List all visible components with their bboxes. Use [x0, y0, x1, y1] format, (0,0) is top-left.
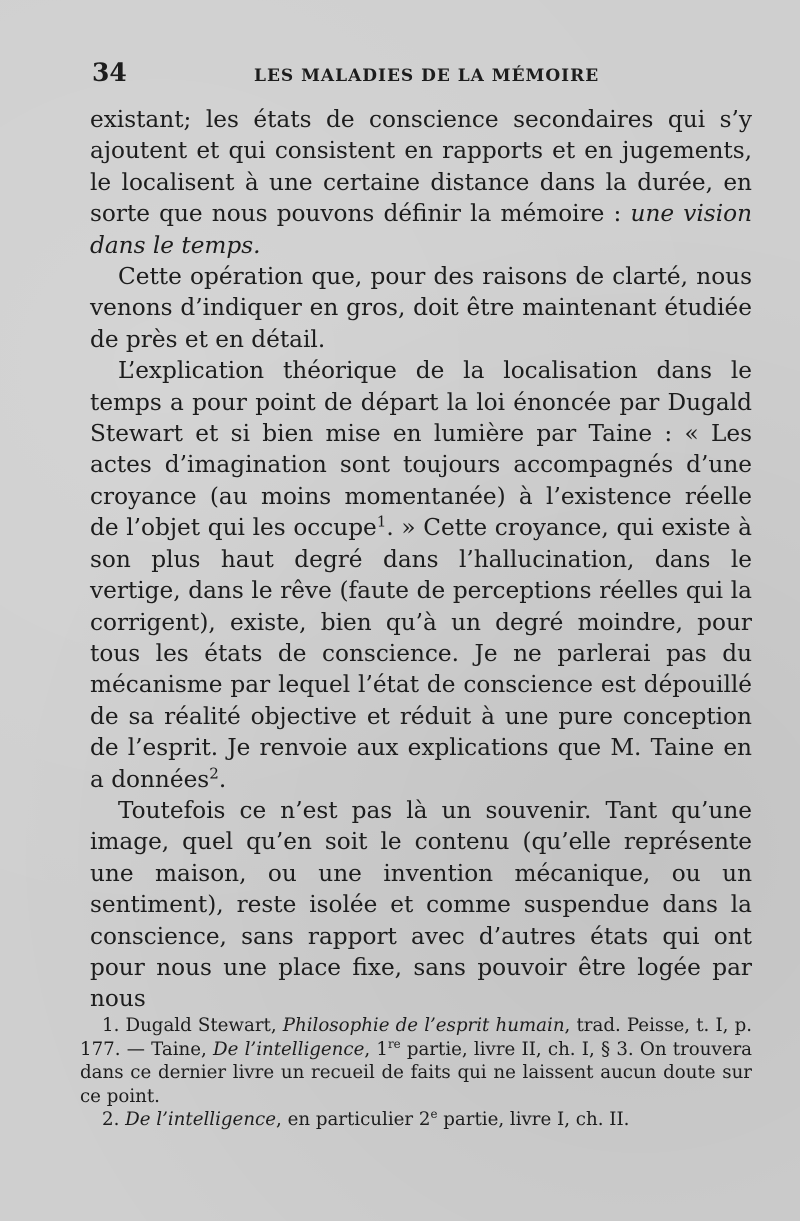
main-text	[90, 104, 752, 1015]
page-number: 34	[92, 58, 127, 87]
paragraph-3-text-c: .	[218, 765, 227, 793]
footnote-2-mark: 2.	[102, 1109, 120, 1131]
paragraph-2-text: Cette opération que, pour des raisons de clarté, nous venons d’indiquer en gros, doit être maintenant étudiée de près et en détail.	[90, 263, 752, 353]
footnote-2-title: De l’intelligence	[119, 1109, 276, 1131]
footnote-1-mark: 1.	[102, 1015, 120, 1036]
footnote-1-text-d: partie, livre II, ch. I, § 3. On trouvera dans ce dernier livre un recueil de faits qui ne laissent aucun doute sur ce point.	[80, 1038, 753, 1107]
footnote-2	[80, 1108, 752, 1132]
paragraph-1-italic: une vision dans le temps.	[90, 200, 753, 259]
footnote-1-text-b: , trad. Peisse, t. I, p. 177. — Taine,	[80, 1015, 752, 1060]
footnote-2-text-b: partie, livre I, ch. II.	[437, 1109, 630, 1131]
footnote-1-sup: re	[387, 1036, 401, 1051]
footnote-1-title-a: Philosophie de l’esprit humain	[282, 1015, 565, 1036]
footnote-2-text-a: , en particulier 2	[276, 1109, 431, 1131]
page-header	[92, 58, 752, 92]
footnote-2-sup: e	[430, 1107, 438, 1122]
paragraph-1	[90, 104, 752, 261]
footnote-1-title-b: De l’intelligence	[213, 1038, 365, 1060]
footnote-ref-1: 1	[376, 512, 387, 531]
footnote-ref-2: 2	[209, 763, 219, 782]
paragraph-2	[90, 261, 752, 355]
footnote-1	[80, 1014, 752, 1108]
running-title: LES MALADIES DE LA MÉMOIRE	[254, 66, 600, 86]
paragraph-3-text-b: . » Cette croyance, qui existe à son plus haut degré dans l’hallucination, dans le vertige, dans le rêve (faute de perceptions réelles qui la corrigent), existe, bien qu’à un degré moindre, pour tous les états de conscience. Je ne parlerai pas du mécanisme par lequel l’état de conscience est dépouillé de sa réalité objective et réduit à une pure conception de l’esprit. Je renvoie aux explications que M. Taine en a données	[90, 514, 752, 793]
footnotes	[80, 1014, 752, 1132]
paragraph-4	[90, 795, 752, 1015]
footnote-1-text-c: , 1	[364, 1038, 388, 1060]
footnote-1-text-a: Dugald Stewart,	[119, 1015, 283, 1036]
paragraph-3	[90, 355, 752, 795]
paragraph-1-text: existant; les états de conscience secondaires qui s’y ajoutent et qui consistent en rapports et en jugements, le localisent à une certaine distance dans la durée, en sorte que nous pouvons définir la mémoire :	[90, 106, 752, 228]
paragraph-4-text: Toutefois ce n’est pas là un souvenir. Tant qu’une image, quel qu’en soit le contenu (qu’elle représente une maison, ou une invention mécanique, ou un sentiment), reste isolée et comme suspendue dans la conscience, sans rapport avec d’autres états qui ont pour nous une place fixe, sans pouvoir être logée par nous	[90, 796, 752, 1013]
paragraph-3-text-a: L’explication théorique de la localisation dans le temps a pour point de départ la loi énoncée par Dugald Stewart et si bien mise en lumière par Taine : « Les actes d’imagination sont toujours accompagnés d’une croyance (au moins momentanée) à l’existence réelle de l’objet qui les occupe	[90, 357, 752, 542]
